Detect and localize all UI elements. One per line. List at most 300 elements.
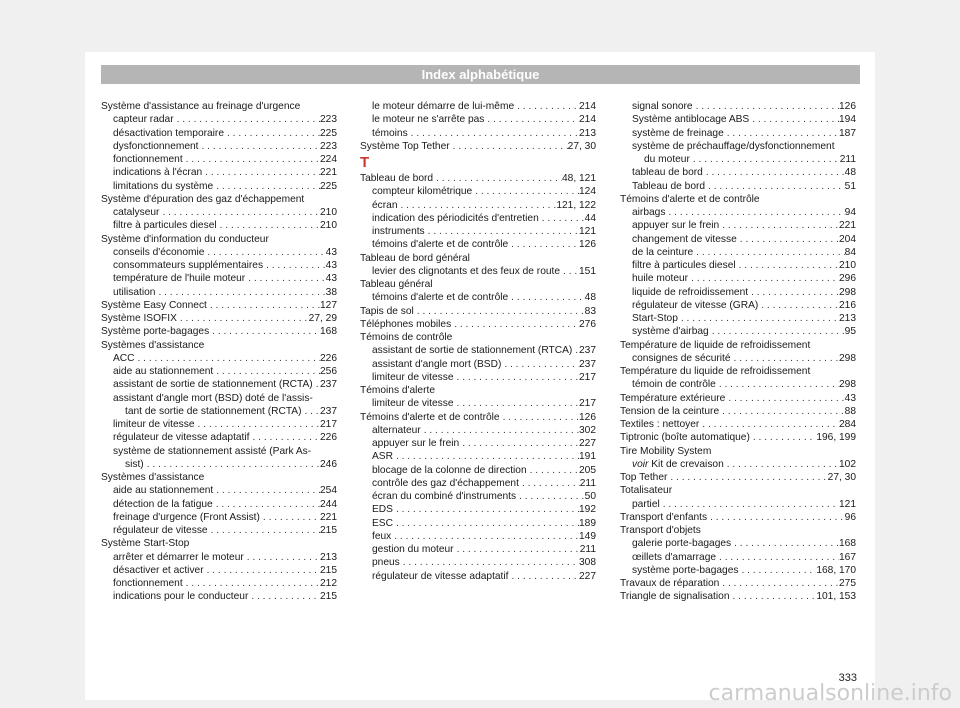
entry-text: œillets d'amarrage <box>632 551 717 563</box>
index-heading: Système d'épuration des gaz d'échappement <box>101 193 305 205</box>
entry-page: 256 <box>320 366 337 377</box>
entry-text: système porte-bagages <box>632 564 739 576</box>
index-subentry <box>620 153 856 166</box>
index-subentry <box>360 265 596 278</box>
dot-leader <box>213 365 320 378</box>
dot-leader <box>414 305 585 318</box>
entry-text: de la ceinture <box>632 246 694 258</box>
entry-page: 224 <box>320 154 337 165</box>
entry-page: 298 <box>839 352 856 364</box>
index-entry <box>620 577 856 590</box>
entry-page: 43 <box>325 246 337 258</box>
entry-text: tant de sortie de stationnement (RCTA) <box>125 405 302 417</box>
entry-page: 43 <box>325 273 337 285</box>
entry-text: utilisation <box>113 286 156 298</box>
dot-leader <box>393 450 579 463</box>
entry-text: indication des périodicités d'entretien <box>372 212 539 224</box>
entry-text: airbags <box>632 207 666 218</box>
entry-page: 227 <box>579 570 596 582</box>
index-subentry <box>360 225 596 238</box>
dot-leader <box>421 424 579 437</box>
dot-leader <box>260 511 320 524</box>
entry-text: indications pour le conducteur <box>113 591 249 603</box>
entry-text: contrôle des gaz d'échappement <box>372 477 519 489</box>
entry-page: 244 <box>320 498 337 510</box>
index-entry <box>620 418 856 431</box>
index-entry <box>620 431 856 444</box>
entry-text: Top Tether <box>620 472 668 483</box>
dot-leader <box>244 551 320 564</box>
dot-leader <box>400 556 579 569</box>
index-subentry <box>101 564 337 577</box>
index-subentry <box>360 503 596 516</box>
index-subentry <box>360 464 596 477</box>
dot-leader <box>224 127 320 140</box>
dot-leader <box>736 259 839 272</box>
entry-text: régulateur de vitesse adaptatif <box>372 570 509 582</box>
entry-page: 102 <box>839 458 856 470</box>
dot-leader <box>737 233 839 246</box>
entry-text: Transport d'enfants <box>620 511 708 523</box>
entry-page: 121 <box>579 226 596 237</box>
dot-leader <box>208 524 320 537</box>
dot-leader <box>451 318 579 331</box>
index-subentry <box>360 490 596 503</box>
index-heading: Témoins d'alerte et de contrôle <box>620 193 760 205</box>
entry-text: système d'airbag <box>632 326 709 338</box>
entry-page: 237 <box>320 405 337 417</box>
dot-leader <box>245 272 325 285</box>
entry-page: 126 <box>839 101 856 112</box>
entry-text: température de l'huile moteur <box>113 273 246 285</box>
entry-text: levier des clignotants et des feux de route <box>372 265 561 277</box>
entry-text: Système porte-bagages <box>101 326 210 338</box>
dot-leader <box>391 530 579 543</box>
index-heading: Température du liquide de refroidissement <box>620 366 811 377</box>
index-heading: Témoins de contrôle <box>360 332 453 343</box>
index-heading: Système d'assistance au freinage d'urgence <box>101 101 301 112</box>
dot-leader <box>678 312 839 325</box>
index-heading: Systèmes d'assistance <box>101 472 205 483</box>
entry-page: 167 <box>839 551 856 563</box>
dot-leader <box>204 564 320 577</box>
index-column-2 <box>360 100 596 583</box>
dot-leader <box>144 458 320 471</box>
dot-leader <box>454 543 580 556</box>
entry-page: 194 <box>839 114 856 126</box>
entry-text: Triangle de signalisation <box>620 591 730 603</box>
dot-leader <box>155 286 325 299</box>
entry-text: Température extérieure <box>620 392 726 404</box>
index-page <box>85 52 875 700</box>
entry-page: 96 <box>844 511 856 523</box>
dot-leader <box>699 418 839 431</box>
entry-page: 94 <box>844 207 856 218</box>
watermark: carmanualsonline.info <box>708 681 952 706</box>
index-entry <box>101 325 337 338</box>
entry-page: 187 <box>839 127 856 139</box>
entry-text: appuyer sur le frein <box>632 220 720 232</box>
dot-leader <box>688 272 839 285</box>
entry-page: 213 <box>320 551 337 563</box>
index-subentry <box>360 371 596 384</box>
entry-text: Tapis de sol <box>360 305 414 317</box>
dot-leader <box>693 246 844 259</box>
index-subentry <box>360 530 596 543</box>
dot-leader <box>425 225 579 238</box>
entry-page: 196, 199 <box>816 432 856 444</box>
entry-text: écran du combiné d'instruments <box>372 491 517 502</box>
entry-page: 225 <box>320 127 337 139</box>
index-subentry <box>101 352 337 365</box>
entry-page: 168 <box>320 326 337 338</box>
index-heading: Témoins d'alerte <box>360 385 435 396</box>
dot-leader <box>135 352 320 365</box>
entry-page: 217 <box>579 398 596 410</box>
entry-page: 27, 30 <box>827 472 856 483</box>
index-subentry <box>360 477 596 490</box>
index-entry <box>360 411 596 424</box>
entry-page: 191 <box>579 451 596 463</box>
dot-leader <box>313 378 320 391</box>
index-subentry <box>101 577 337 590</box>
index-entry <box>620 471 856 484</box>
entry-page: 254 <box>320 485 337 497</box>
dot-leader <box>217 219 320 232</box>
entry-text: assistant d'angle mort (BSD) <box>372 358 502 370</box>
dot-leader <box>183 153 320 166</box>
entry-text: blocage de la colonne de direction <box>372 464 527 476</box>
section-letter: T <box>360 154 370 171</box>
entry-text: huile moteur <box>632 273 689 285</box>
entry-page: 51 <box>844 180 856 192</box>
dot-leader <box>730 590 817 603</box>
dot-leader <box>539 212 585 225</box>
index-subentry <box>101 286 337 299</box>
dot-leader <box>738 564 816 577</box>
entry-page: 124 <box>579 186 596 198</box>
index-subentry <box>620 286 856 299</box>
index-subentry <box>101 590 337 603</box>
dot-leader <box>177 312 309 325</box>
entry-text: désactivation temporaire <box>113 127 224 139</box>
entry-text: capteur radar <box>113 114 174 126</box>
entry-text: assistant de sortie de stationnement (RTCA) <box>372 345 573 357</box>
index-subentry <box>360 397 596 410</box>
entry-text: aide au stationnement <box>113 485 214 497</box>
index-subentry <box>620 551 856 564</box>
index-subentry-wrap: système de préchauffage/dysfonctionnement <box>632 140 835 152</box>
index-subentry <box>620 498 856 511</box>
entry-text: arrêter et démarrer le moteur <box>113 551 244 563</box>
dot-leader <box>484 113 579 126</box>
entry-text: Tableau de bord <box>632 180 706 192</box>
entry-page: 221 <box>320 511 337 523</box>
dot-leader <box>731 352 839 365</box>
entry-text: feux <box>372 530 392 542</box>
entry-text: liquide de refroidissement <box>632 286 749 298</box>
index-entry <box>360 318 596 331</box>
index-subentry <box>101 431 337 444</box>
dot-leader <box>433 172 562 185</box>
index-subentry <box>360 185 596 198</box>
entry-text: Témoins d'alerte et de contrôle <box>360 411 500 423</box>
entry-page: 284 <box>839 419 856 430</box>
dot-leader <box>213 180 320 193</box>
entry-page: 27, 29 <box>308 313 337 324</box>
dot-leader <box>204 246 325 259</box>
dot-leader <box>560 265 579 278</box>
entry-page: 43 <box>325 260 337 271</box>
index-entry <box>101 312 337 325</box>
entry-page: 221 <box>839 220 856 232</box>
entry-page: 298 <box>839 286 856 298</box>
entry-text: sist) <box>125 458 144 470</box>
index-entry <box>620 405 856 418</box>
dot-leader <box>709 325 845 338</box>
index-subentry <box>620 564 856 577</box>
entry-text: témoins d'alerte et de contrôle <box>372 239 509 251</box>
index-heading: Tableau de bord général <box>360 252 470 264</box>
dot-leader <box>263 259 326 272</box>
entry-page: 168 <box>839 538 856 550</box>
entry-text: ACC <box>113 352 135 364</box>
entry-page: 101, 153 <box>816 591 856 603</box>
index-subentry <box>101 458 337 471</box>
entry-page: 204 <box>839 233 856 245</box>
entry-text: consommateurs supplémentaires <box>113 260 264 271</box>
dot-leader <box>209 325 320 338</box>
index-subentry <box>620 272 856 285</box>
dot-leader <box>719 219 839 232</box>
entry-page: 211 <box>579 544 596 555</box>
entry-text: témoins <box>372 127 408 139</box>
dot-leader <box>207 299 320 312</box>
entry-text: consignes de sécurité <box>632 352 731 364</box>
dot-leader <box>719 405 845 418</box>
entry-text: Téléphones mobiles <box>360 318 452 330</box>
dot-leader <box>213 484 320 497</box>
index-subentry <box>620 219 856 232</box>
entry-label: Kit de crevaison <box>651 458 724 470</box>
entry-page: 211 <box>839 154 856 165</box>
entry-page: 168, 170 <box>816 564 856 576</box>
index-subentry <box>101 259 337 272</box>
entry-text: EDS <box>372 504 393 516</box>
entry-page: 213 <box>839 313 856 324</box>
dot-leader <box>724 458 839 471</box>
dot-leader <box>514 100 579 113</box>
entry-text: Tiptronic (boîte automatique) <box>620 432 750 444</box>
index-subentry <box>101 551 337 564</box>
dot-leader <box>572 344 579 357</box>
index-subentry <box>101 127 337 140</box>
entry-text: Start-Stop <box>632 313 678 324</box>
index-subentry <box>360 517 596 530</box>
entry-text: changement de vitesse <box>632 233 737 245</box>
dot-leader <box>301 405 320 418</box>
dot-leader <box>665 206 844 219</box>
entry-page: 237 <box>320 379 337 391</box>
index-entry <box>620 392 856 405</box>
entry-page: 214 <box>579 114 596 126</box>
entry-page: 275 <box>839 578 856 589</box>
entry-text: du moteur <box>644 154 690 165</box>
index-subentry <box>101 246 337 259</box>
index-subentry <box>620 458 856 471</box>
entry-text: système de freinage <box>632 127 724 139</box>
index-subentry <box>620 113 856 126</box>
entry-page: 215 <box>320 525 337 536</box>
entry-page: 83 <box>584 305 596 317</box>
entry-page: 214 <box>579 101 596 112</box>
dot-leader <box>500 411 579 424</box>
index-subentry <box>620 100 856 113</box>
entry-text: Système Easy Connect <box>101 299 207 311</box>
index-subentry <box>620 378 856 391</box>
entry-page: 237 <box>579 358 596 370</box>
entry-page: 48, 121 <box>562 173 596 184</box>
index-subentry-wrap: système de stationnement assisté (Park As- <box>113 445 312 457</box>
dot-leader <box>724 127 839 140</box>
entry-page: 276 <box>579 318 596 330</box>
entry-page: 95 <box>844 326 856 338</box>
entry-page: 212 <box>320 578 337 589</box>
dot-leader <box>454 371 579 384</box>
dot-leader <box>516 490 585 503</box>
entry-page: 226 <box>320 432 337 444</box>
entry-text: filtre à particules diesel <box>632 260 736 271</box>
entry-page: 38 <box>325 286 337 298</box>
entry-page: 126 <box>579 411 596 423</box>
dot-leader <box>408 127 579 140</box>
dot-leader <box>250 431 321 444</box>
index-subentry <box>101 365 337 378</box>
entry-text: fonctionnement <box>113 578 183 589</box>
entry-text: signal sonore <box>632 101 693 112</box>
entry-page: 43 <box>844 392 856 404</box>
entry-text <box>632 458 724 471</box>
index-subentry <box>101 272 337 285</box>
entry-page: 217 <box>579 371 596 383</box>
index-heading: Système d'information du conducteur <box>101 233 269 245</box>
entry-page: 84 <box>844 246 856 258</box>
dot-leader <box>660 498 839 511</box>
entry-page: 151 <box>579 265 596 277</box>
page-number: 333 <box>838 672 857 684</box>
entry-page: 237 <box>579 345 596 357</box>
entry-text: filtre à particules diesel <box>113 220 217 232</box>
index-subentry <box>620 246 856 259</box>
entry-text: limiteur de vitesse <box>113 419 195 430</box>
index-subentry <box>101 511 337 524</box>
index-heading: Systèmes d'assistance <box>101 339 205 351</box>
entry-page: 121, 122 <box>556 199 596 211</box>
entry-page: 88 <box>844 405 856 417</box>
index-subentry <box>360 543 596 556</box>
entry-page: 216 <box>839 299 856 311</box>
entry-page: 48 <box>584 292 596 304</box>
index-subentry <box>360 556 596 569</box>
entry-text: ASR <box>372 451 393 463</box>
entry-page: 210 <box>839 260 856 271</box>
dot-leader <box>667 471 827 484</box>
dot-leader <box>703 166 845 179</box>
entry-text: indications à l'écran <box>113 167 203 179</box>
entry-text: Travaux de réparation <box>620 578 720 589</box>
entry-text: gestion du moteur <box>372 544 454 555</box>
index-subentry <box>620 206 856 219</box>
index-subentry <box>101 206 337 219</box>
dot-leader <box>707 511 845 524</box>
index-entry <box>101 299 337 312</box>
index-subentry <box>101 219 337 232</box>
dot-leader <box>705 180 845 193</box>
dot-leader <box>716 551 839 564</box>
index-subentry <box>101 180 337 193</box>
index-subentry <box>620 233 856 246</box>
dot-leader <box>719 577 839 590</box>
index-subentry <box>101 153 337 166</box>
entry-page: 296 <box>839 273 856 285</box>
index-entry <box>360 305 596 318</box>
index-subentry <box>101 378 337 391</box>
index-column-3 <box>620 100 856 604</box>
entry-text: régulateur de vitesse <box>113 525 208 536</box>
entry-page: 215 <box>320 564 337 576</box>
entry-text: témoins d'alerte et de contrôle <box>372 292 509 304</box>
entry-page: 246 <box>320 458 337 470</box>
entry-text: tableau de bord <box>632 167 703 179</box>
dot-leader <box>519 477 580 490</box>
index-subentry <box>620 127 856 140</box>
index-subentry <box>620 325 856 338</box>
entry-text: Système Top Tether <box>360 140 450 152</box>
entry-text: Système antiblocage ABS <box>632 114 750 126</box>
see-reference: voir <box>632 458 649 470</box>
entry-text: le moteur ne s'arrête pas <box>372 114 485 126</box>
dot-leader <box>195 418 320 431</box>
dot-leader <box>758 299 839 312</box>
entry-page: 227 <box>579 438 596 449</box>
entry-text: alternateur <box>372 424 421 436</box>
index-heading: Température de liquide de refroidissement <box>620 339 811 351</box>
dot-leader <box>716 378 839 391</box>
index-subentry <box>620 299 856 312</box>
index-subentry <box>101 524 337 537</box>
index-entry <box>620 590 856 603</box>
index-subentry <box>360 100 596 113</box>
index-subentry <box>360 199 596 212</box>
index-heading: Totalisateur <box>620 485 673 497</box>
index-subentry <box>360 344 596 357</box>
index-subentry <box>620 259 856 272</box>
index-subentry <box>360 437 596 450</box>
entry-page: 44 <box>584 212 596 224</box>
dot-leader <box>725 392 844 405</box>
index-subentry <box>360 113 596 126</box>
entry-text: Système ISOFIX <box>101 313 177 324</box>
dot-leader <box>174 113 320 126</box>
entry-page: 48 <box>844 167 856 179</box>
index-subentry <box>101 484 337 497</box>
dot-leader <box>690 153 840 166</box>
entry-text: pneus <box>372 557 400 569</box>
index-column-1 <box>101 100 337 604</box>
entry-page: 121 <box>839 498 856 510</box>
entry-text: témoin de contrôle <box>632 379 716 391</box>
entry-text: Tableau de bord <box>360 173 434 184</box>
